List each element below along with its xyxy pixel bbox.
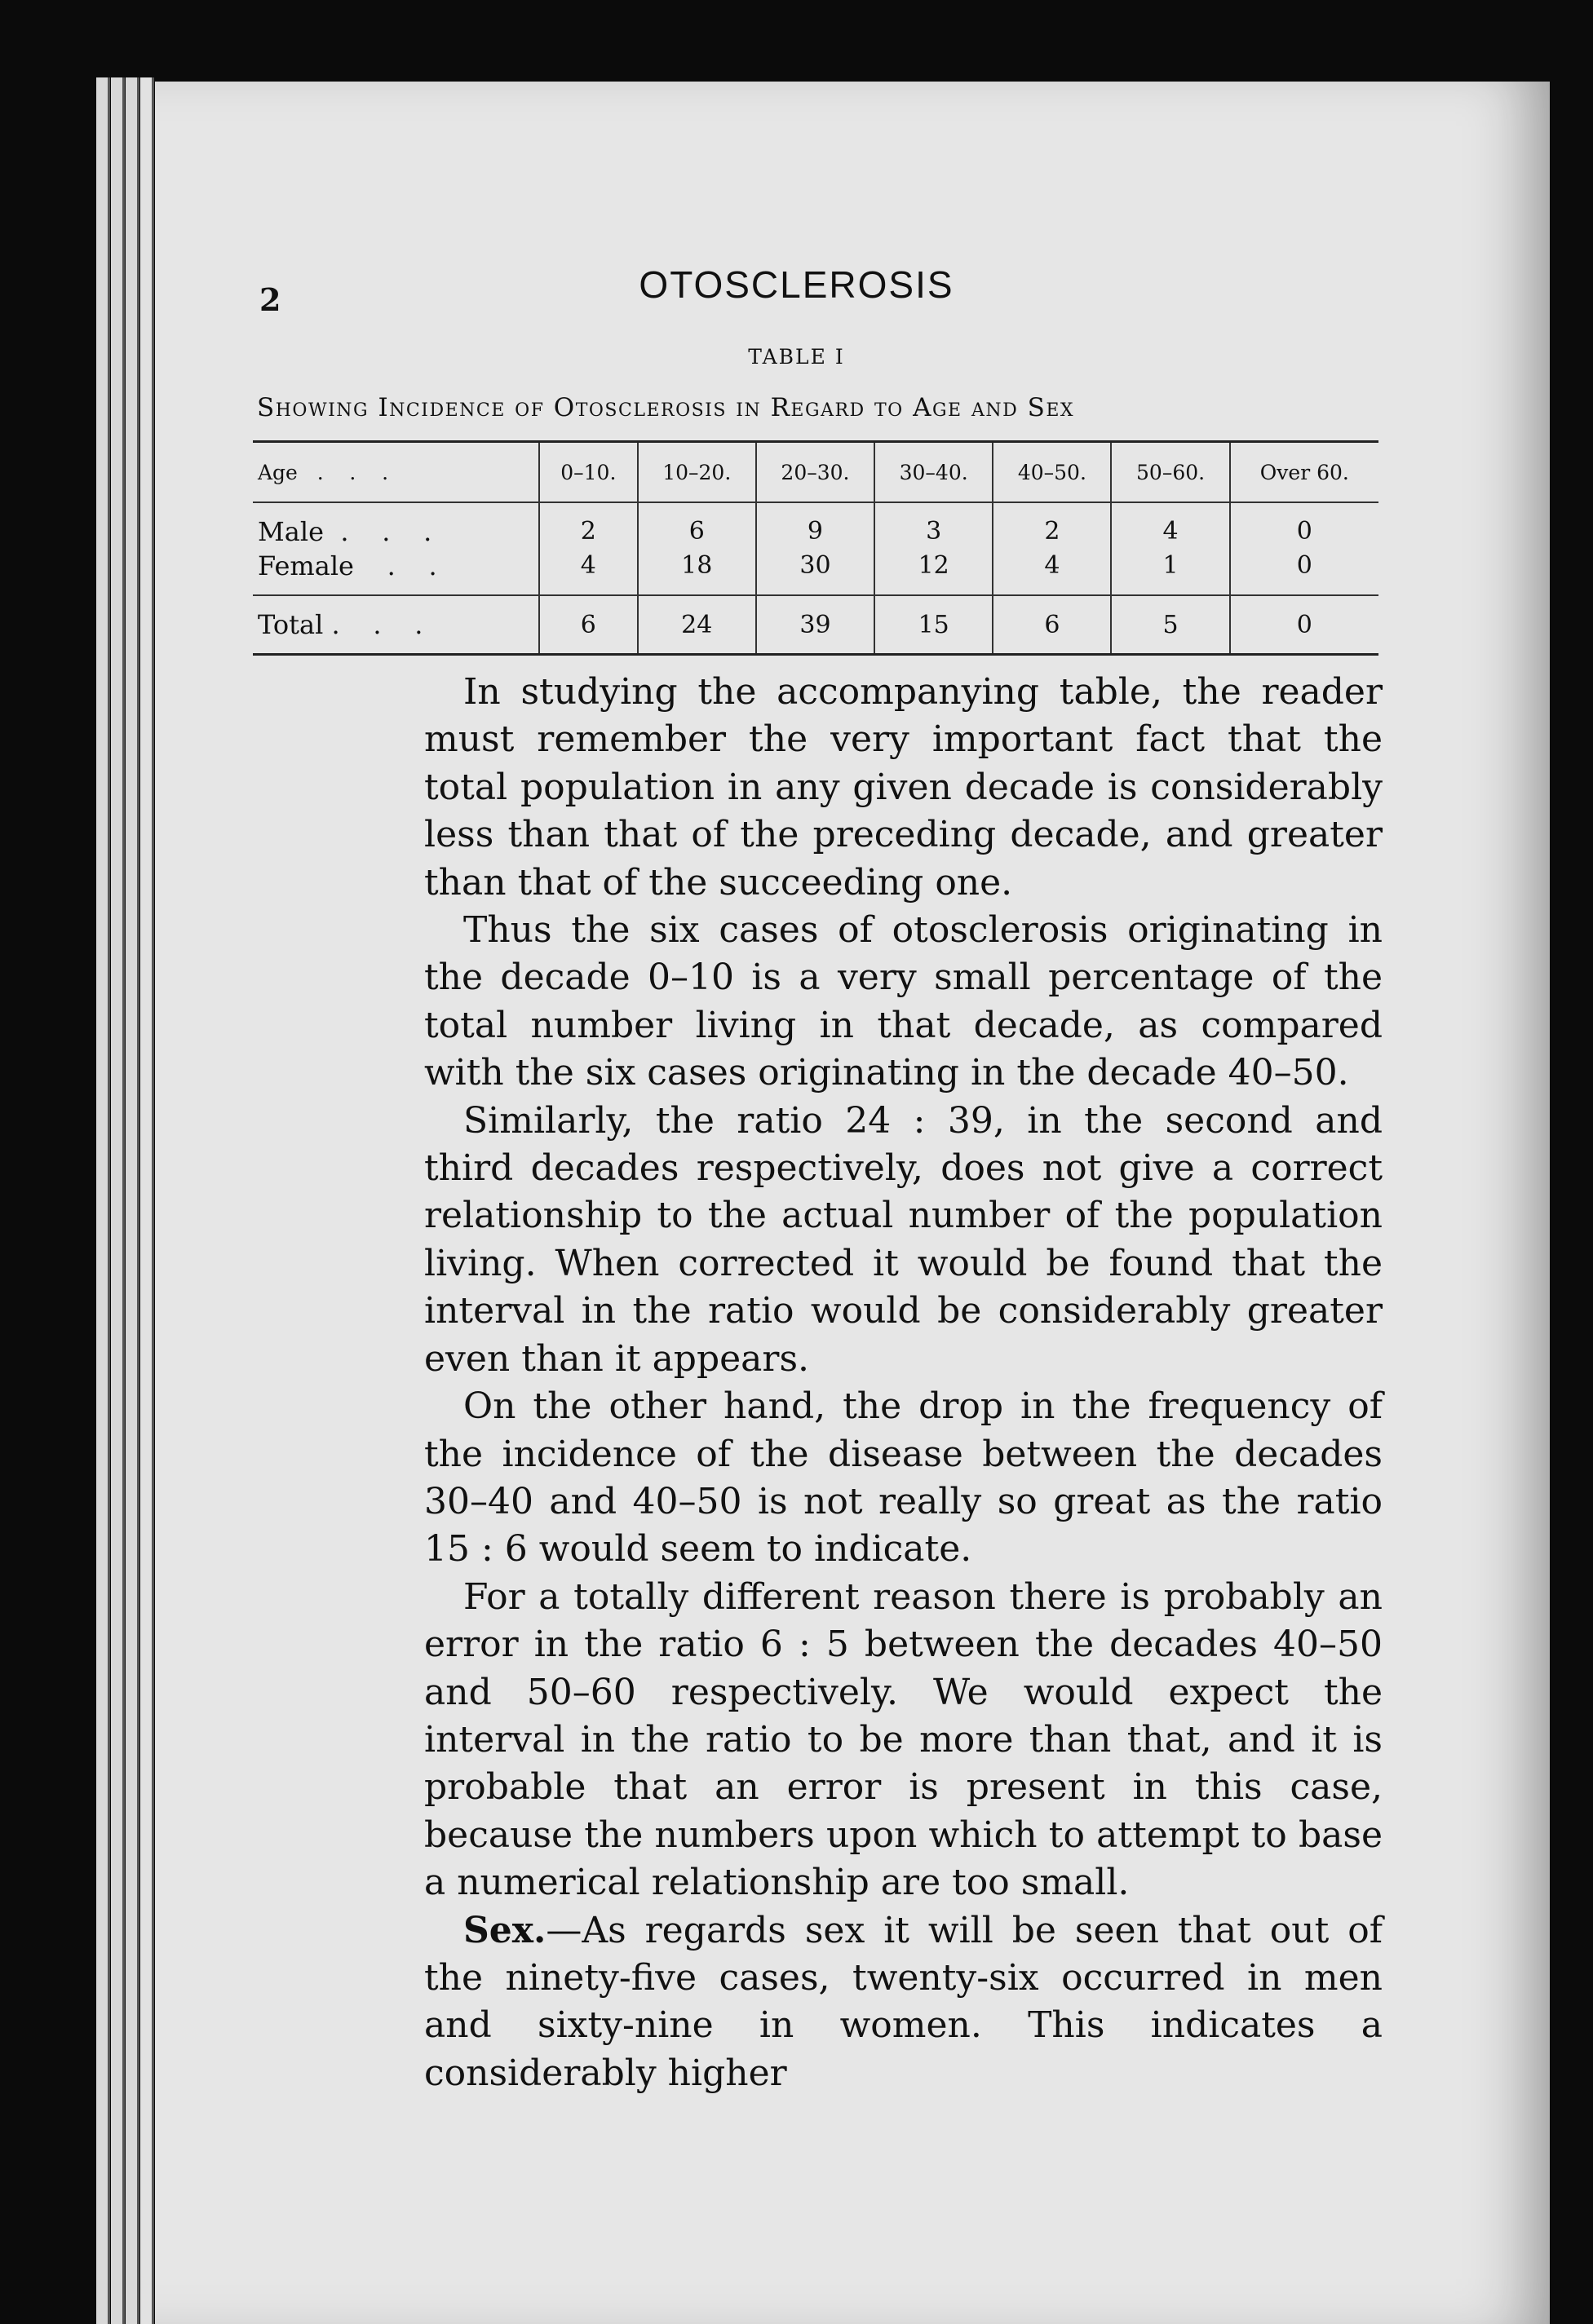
page-edge bbox=[126, 77, 139, 2324]
table-cell: 5 bbox=[1111, 595, 1229, 655]
table-cell: 15 bbox=[874, 595, 993, 655]
table-cell: 0 bbox=[1230, 595, 1378, 655]
sex-labels: Male . . . Female . . bbox=[253, 502, 539, 595]
page-number: 2 bbox=[259, 281, 281, 318]
table-label: TABLE I bbox=[748, 345, 845, 369]
paragraph: Thus the six cases of otosclerosis originating in the decade 0–10 is a very small percentage of the total number living in that decade, as compared with the six cases originating in the decade 40–50. bbox=[424, 909, 1383, 1094]
paragraph: For a totally different reason there is probably an error in the ratio 6 : 5 between the decades 40–50 and 50–60 respectively. We would expect the interval in the ratio to be more than that, and it is probable that an error is present in this case, because the numbers upon which to attempt to base a numerical relationship are too small. bbox=[424, 1575, 1383, 1904]
column-header: Over 60. bbox=[1230, 442, 1378, 503]
table-cell: 4 1 bbox=[1111, 502, 1229, 595]
column-header: 20–30. bbox=[756, 442, 874, 503]
column-header: 40–50. bbox=[993, 442, 1111, 503]
table-header-row bbox=[253, 442, 1378, 503]
table-total-row bbox=[253, 595, 1378, 655]
table-row bbox=[253, 502, 1378, 595]
table-caption: Showing Incidence of Otosclerosis in Regard to Age and Sex bbox=[257, 393, 1075, 422]
total-label: Total . . . bbox=[258, 609, 423, 640]
paragraph: In studying the accompanying table, the reader must remember the very important fact that the total population in any given decade is considerably less than that of the preceding decade, and greater than that of the succeeding one. bbox=[424, 671, 1383, 904]
age-label: Age . . . bbox=[253, 442, 539, 503]
table-cell: 3 12 bbox=[874, 502, 993, 595]
table-cell: 6 18 bbox=[638, 502, 756, 595]
sex-heading: Sex. bbox=[463, 1909, 546, 1951]
paragraph-sex bbox=[424, 1907, 1383, 2098]
table-cell: 2 4 bbox=[993, 502, 1111, 595]
table-cell: 24 bbox=[638, 595, 756, 655]
table-cell: 9 30 bbox=[756, 502, 874, 595]
table-cell: 39 bbox=[756, 595, 874, 655]
column-header: 0–10. bbox=[539, 442, 638, 503]
paragraph: Similarly, the ratio 24 : 39, in the second and third decades respectively, does not give a correct relationship to the actual number of the population living. When corrected it would be found that the interval in the ratio would be considerably greater even than it appears. bbox=[424, 1099, 1383, 1380]
incidence-table bbox=[253, 440, 1378, 656]
paragraph: On the other hand, the drop in the frequency of the incidence of the disease between the decades 30–40 and 40–50 is not really so great as the ratio 15 : 6 would seem to indicate. bbox=[424, 1385, 1383, 1571]
sex-text: —As regards sex it will be seen that out of the ninety-five cases, twenty-six occurred in men and sixty-nine in women. This indicates a considerably higher bbox=[424, 1909, 1383, 2094]
page-edge bbox=[111, 77, 125, 2324]
body-text bbox=[424, 669, 1383, 2097]
table-cell: 2 4 bbox=[539, 502, 638, 595]
table-cell: 6 bbox=[539, 595, 638, 655]
page-edge bbox=[140, 77, 154, 2324]
table-cell: 6 bbox=[993, 595, 1111, 655]
column-header: 50–60. bbox=[1111, 442, 1229, 503]
column-header: 10–20. bbox=[638, 442, 756, 503]
running-header: OTOSCLEROSIS bbox=[639, 263, 954, 306]
table-cell: 0 0 bbox=[1230, 502, 1378, 595]
column-header: 30–40. bbox=[874, 442, 993, 503]
page-edge bbox=[96, 77, 110, 2324]
